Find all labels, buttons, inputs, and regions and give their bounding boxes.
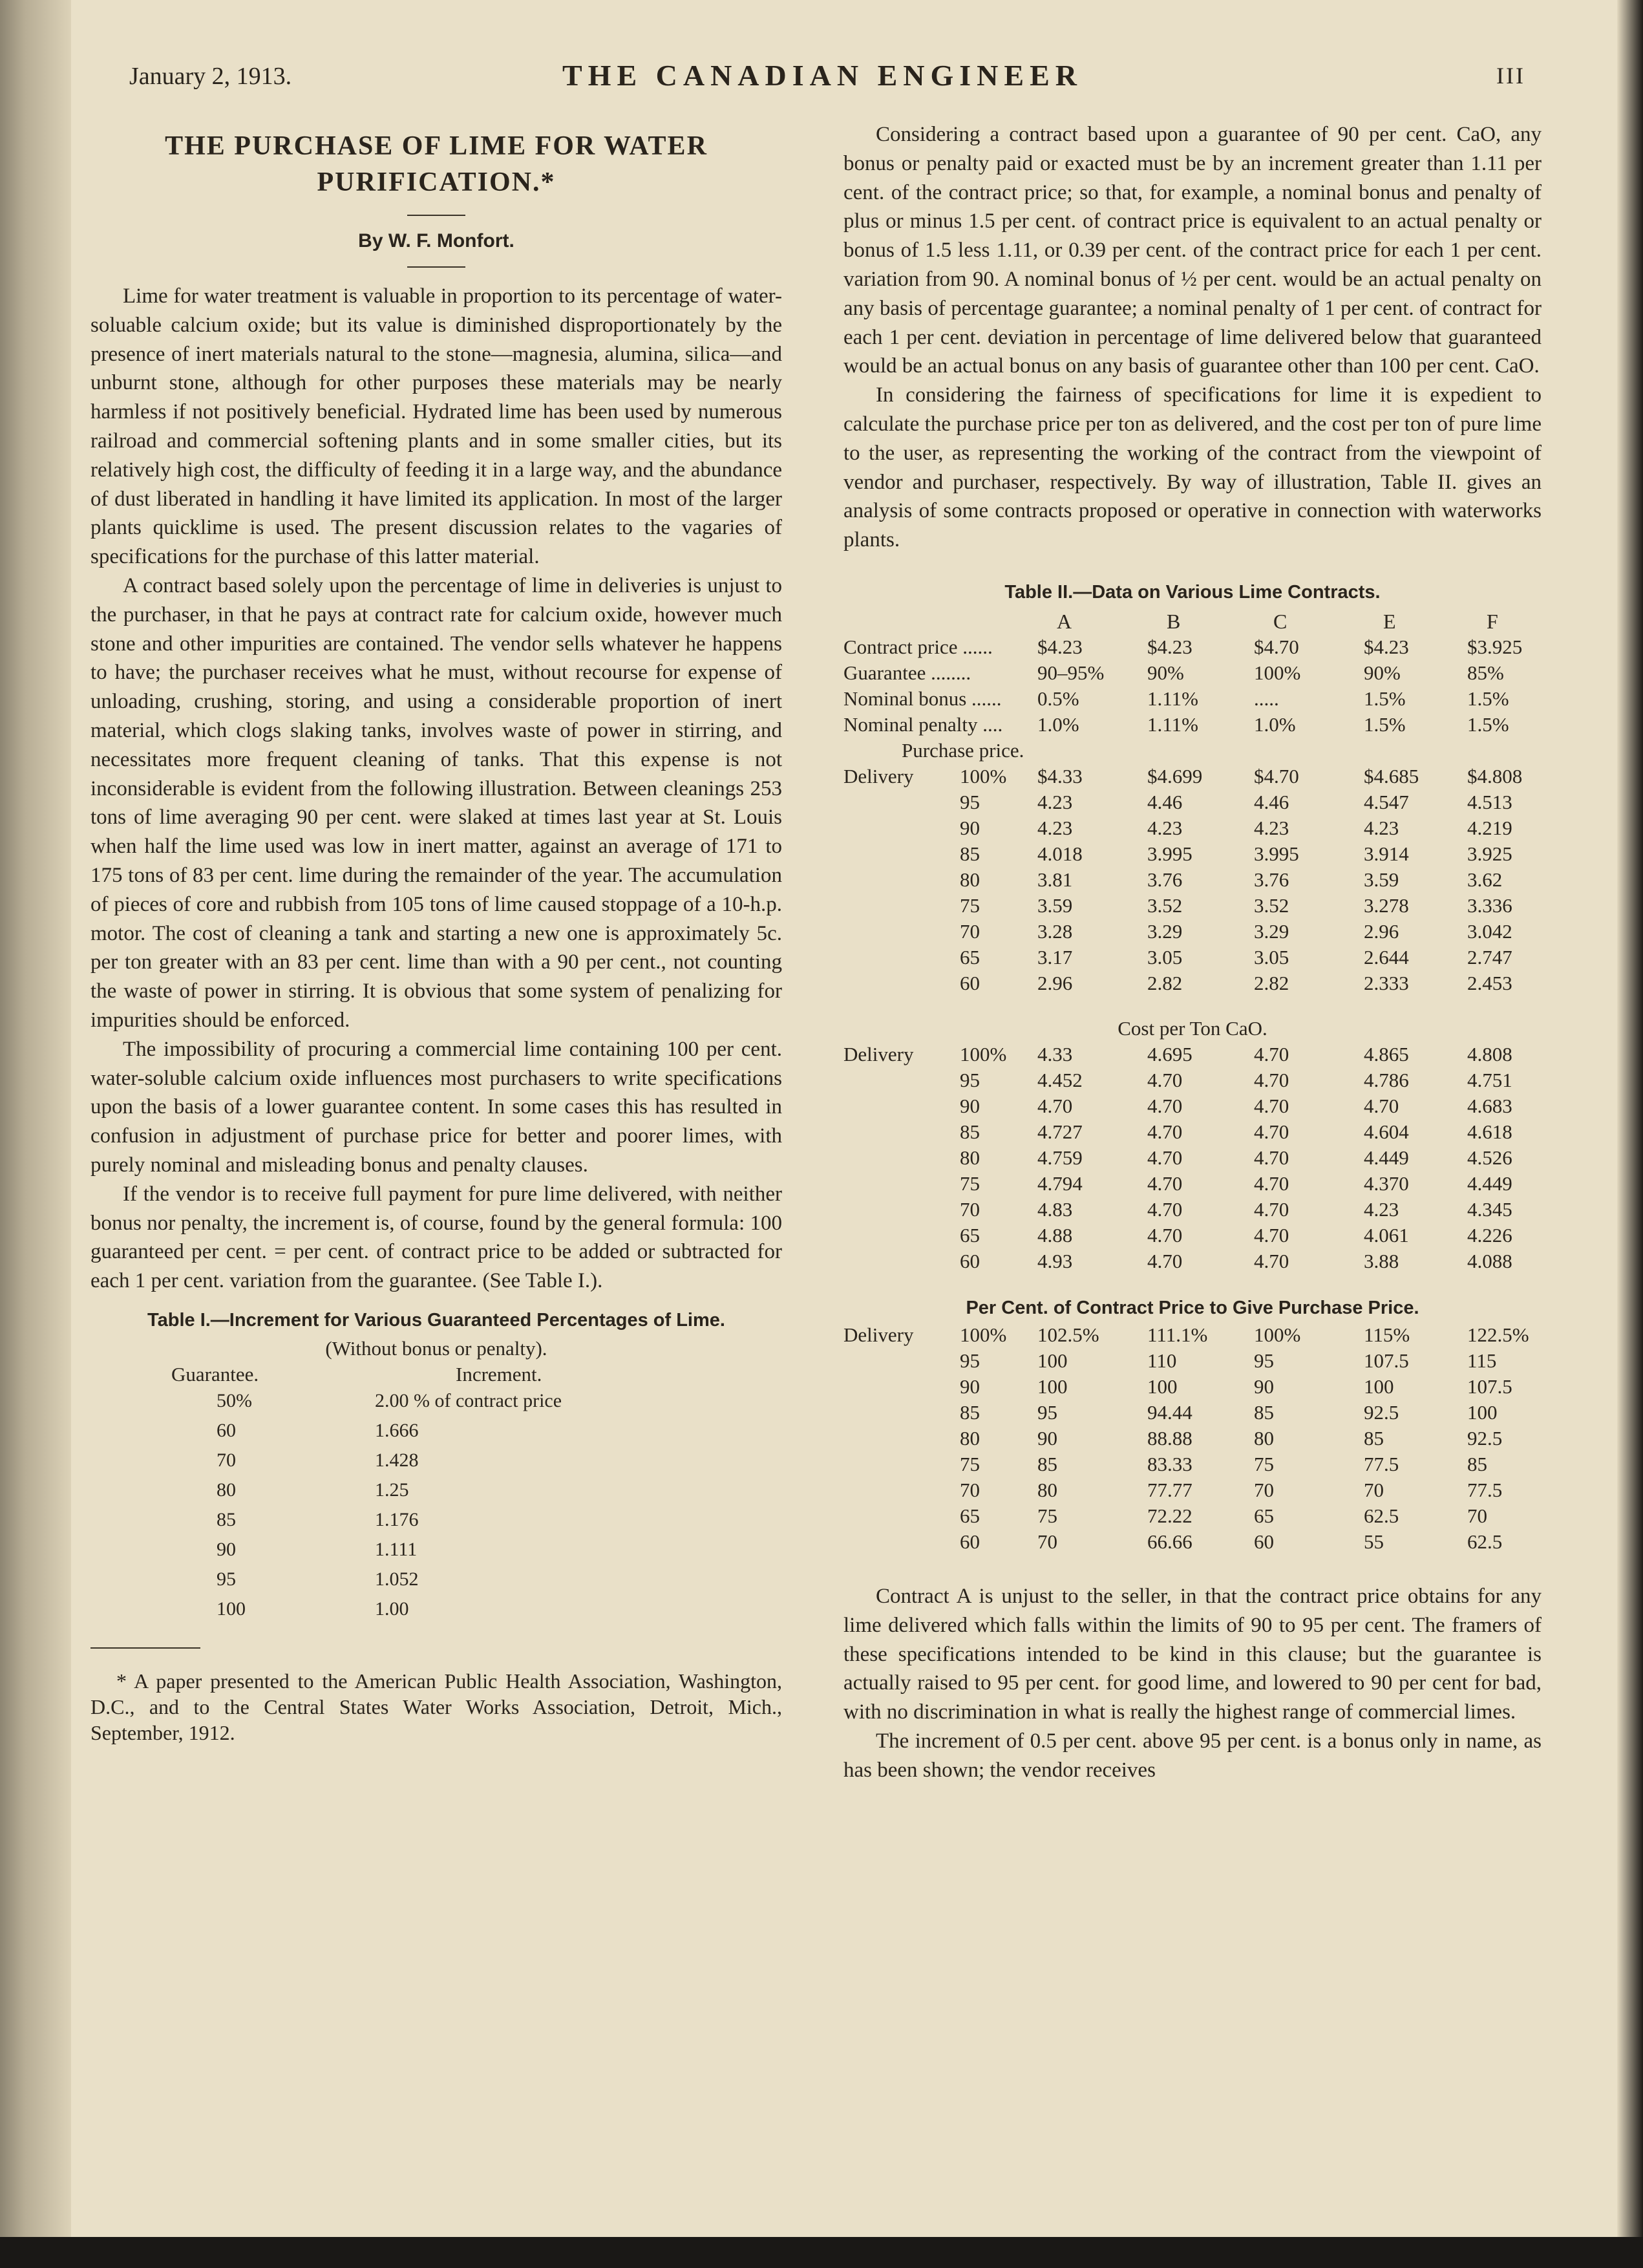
table2-value-cell: 4.513 (1467, 790, 1512, 813)
table2-value-cell: 62.5 (1364, 1504, 1399, 1527)
table2-value-cell: 4.70 (1147, 1094, 1183, 1117)
term-label: Nominal bonus ...... (843, 687, 1002, 710)
table2-value-cell: 3.042 (1467, 919, 1512, 943)
table2-value-cell: 3.995 (1254, 842, 1299, 865)
table2-value-cell: 3.59 (1037, 893, 1073, 917)
table2-value-cell: 4.70 (1254, 1171, 1289, 1195)
table2-value-cell: 4.70 (1147, 1068, 1183, 1091)
delivery-label: Delivery (843, 1042, 914, 1065)
delivery-percent-cell: 100% (960, 1323, 1007, 1346)
table2-value-cell: 4.526 (1467, 1146, 1512, 1169)
scan-bottom-border (0, 2237, 1643, 2268)
term-label: Contract price ...... (843, 635, 993, 658)
table2-value-cell: 4.23 (1254, 816, 1289, 839)
header-date: January 2, 1913. (129, 63, 292, 90)
term-value: $4.23 (1037, 635, 1083, 658)
table2-value-cell: 95 (1037, 1400, 1057, 1424)
table2-value-cell: 4.23 (1037, 816, 1073, 839)
table2-value-cell: 4.370 (1364, 1171, 1409, 1195)
table2-value-cell: 4.23 (1147, 816, 1183, 839)
table2-value-cell: 3.995 (1147, 842, 1192, 865)
paragraph: Considering a contract based upon a guarantee of 90 per cent. CaO, any bonus or penalty paid or exacted must be by an increment greater than 1.11 per cent. of the contract price; so that, for example, a nominal bonus and penalty of plus or minus 1.5 per cent. of contract price is equivalent to an actual penalty or bonus of 1.5 less 1.11, or 0.39 per cent. of the contract price for each 1 per cent. variation from 90. A nominal bonus of ½ per cent. would be an actual penalty on any basis of percentage guarantee; a nominal penalty of 1 per cent. of contract for each 1 per cent. deviation in percentage of lime delivered below that guaranteed would be an actual bonus on any basis of guarantee other than 100 per cent. CaO. (843, 123, 1542, 378)
term-label: Guarantee ........ (843, 661, 971, 684)
table2-value-cell: 60 (1254, 1530, 1274, 1553)
table1-row (90, 1479, 782, 1509)
table2-value-cell: 85 (1467, 1452, 1487, 1475)
table1-caption: Table I.—Increment for Various Guaranteed Percentages of Lime. (147, 1309, 725, 1331)
delivery-percent-cell: 65 (960, 1223, 980, 1246)
delivery-percent-cell: 90 (960, 816, 980, 839)
table2-value-cell: 4.23 (1364, 1197, 1399, 1221)
table2-value-cell: 85 (1254, 1400, 1274, 1424)
table2-value-cell: 80 (1037, 1478, 1057, 1501)
table2-value-cell: 55 (1364, 1530, 1384, 1553)
table1-increment-cell: 1.176 (375, 1508, 419, 1530)
table2-data-row (843, 1120, 1542, 1146)
delivery-percent-cell: 75 (960, 1171, 980, 1195)
term-value: 90% (1364, 661, 1401, 684)
table2-column-headers (843, 610, 1542, 636)
table2-value-cell: 92.5 (1467, 1426, 1503, 1450)
table2-value-cell: 4.727 (1037, 1120, 1083, 1143)
table2-value-cell: 70 (1364, 1478, 1384, 1501)
table1-row (90, 1539, 782, 1568)
delivery-percent-cell: 95 (960, 790, 980, 813)
table2-data-row (843, 1095, 1542, 1120)
table2-term-row (843, 661, 1542, 687)
table2-term-row (843, 687, 1542, 713)
table2-value-cell: 115 (1467, 1349, 1497, 1372)
table2-value-cell: 4.70 (1147, 1197, 1183, 1221)
table2-value-cell: 92.5 (1364, 1400, 1399, 1424)
paragraph: In considering the fairness of specifications for lime it is expedient to calculate the purchase price per ton as delivered, and the cost per ton of pure lime to the user, as representing the working of the contract from the viewpoint of vendor and purchaser, respectively. By way of illustration, Table II. gives an analysis of some contracts proposed or operative in connection with waterworks plants. (843, 383, 1542, 552)
delivery-percent-cell: 75 (960, 1452, 980, 1475)
table2-value-cell: 2.644 (1364, 945, 1409, 968)
table2-value-cell: 70 (1467, 1504, 1487, 1527)
table2-value-cell: 4.88 (1037, 1223, 1073, 1246)
table2-purchase-price (843, 765, 1542, 998)
paragraph: Lime for water treatment is valuable in proportion to its percentage of water-soluable calcium oxide; but its value is diminished disproportionately by the presence of inert materials natural to the stone—magnesia, alumina, silica—and unburnt stone, although for other purposes these materials may be nearly harmless if not positively beneficial. Hydrated lime has been used by numerous railroad and commercial softening plants and in some smaller cities, but its relatively high cost, the difficulty of feeding it in a large way, and the abundance of dust liberated in handling it have limited its application. In most of the larger plants quicklime is used. The present discussion relates to the vagaries of specifications for the purchase of this latter material. (90, 284, 782, 569)
table2-caption: Table II.—Data on Various Lime Contracts. (1004, 581, 1381, 603)
running-header (129, 57, 1525, 102)
table2-value-cell: 107.5 (1467, 1375, 1512, 1398)
table2-value-cell: 107.5 (1364, 1349, 1409, 1372)
term-value: 100% (1254, 661, 1301, 684)
table2-value-cell: 3.76 (1147, 868, 1183, 891)
table2-value-cell: 4.226 (1467, 1223, 1512, 1246)
delivery-percent-cell: 85 (960, 1120, 980, 1143)
table2-value-cell: 83.33 (1147, 1452, 1192, 1475)
table2-value-cell: $4.70 (1254, 764, 1299, 787)
term-label: Nominal penalty .... (843, 712, 1003, 736)
table1-row (90, 1509, 782, 1539)
term-value: 1.0% (1254, 712, 1296, 736)
table1-guarantee-cell: 85 (217, 1508, 236, 1530)
table2-value-cell: 4.219 (1467, 816, 1512, 839)
table2-value-cell: 4.70 (1254, 1042, 1289, 1065)
table2-data-row (843, 765, 1542, 791)
table2-value-cell: 77.77 (1147, 1478, 1192, 1501)
footnote: * A paper presented to the American Public Health Association, Washington, D.C., and to the Central States Water Works Association, Detroit, Mich., September, 1912. (90, 1669, 782, 1744)
table2-value-cell: 4.452 (1037, 1068, 1083, 1091)
term-value: 90–95% (1037, 661, 1105, 684)
delivery-percent-cell: 70 (960, 919, 980, 943)
table2-value-cell: 77.5 (1364, 1452, 1399, 1475)
table2-value-cell: 75 (1037, 1504, 1057, 1527)
table2-value-cell: 111.1% (1147, 1323, 1208, 1346)
page-edge-shadow (1617, 0, 1643, 2268)
table2-data-row (843, 1146, 1542, 1172)
table2-value-cell: 72.22 (1147, 1504, 1192, 1527)
table1-guarantee-cell: 90 (217, 1538, 236, 1560)
table2-value-cell: 4.70 (1254, 1120, 1289, 1143)
table2-value-cell: 4.018 (1037, 842, 1083, 865)
table2-value-cell: 3.29 (1254, 919, 1289, 943)
delivery-percent-cell: 85 (960, 842, 980, 865)
table2-value-cell: 66.66 (1147, 1530, 1192, 1553)
table2-value-cell: 4.604 (1364, 1120, 1409, 1143)
purchase-price-label: Purchase price. (902, 738, 1024, 762)
table2-value-cell: 100 (1147, 1375, 1178, 1398)
table2-value-cell: $4.33 (1037, 764, 1083, 787)
table2-value-cell: 4.33 (1037, 1042, 1073, 1065)
table2-value-cell: 95 (1254, 1349, 1274, 1372)
term-value: 1.11% (1147, 712, 1198, 736)
table2-value-cell: 3.914 (1364, 842, 1409, 865)
term-value: 1.0% (1037, 712, 1079, 736)
table1-row (90, 1568, 782, 1598)
table1-subcaption: (Without bonus or penalty). (325, 1336, 547, 1360)
table2-col-header: C (1273, 609, 1288, 633)
table2-value-cell: 2.96 (1037, 971, 1073, 994)
table2-value-cell: $4.685 (1364, 764, 1419, 787)
table2-value-cell: 100 (1037, 1349, 1068, 1372)
book-binding-shadow (0, 0, 71, 2268)
table2-terms (843, 636, 1542, 739)
table2-value-cell: 3.52 (1147, 893, 1183, 917)
table2-value-cell: 102.5% (1037, 1323, 1099, 1346)
table2-value-cell: 2.333 (1364, 971, 1409, 994)
table2-value-cell: 77.5 (1467, 1478, 1503, 1501)
table2-col-header: F (1487, 609, 1498, 633)
delivery-percent-cell: 85 (960, 1400, 980, 1424)
table2-value-cell: 4.547 (1364, 790, 1409, 813)
table1-header (90, 1360, 782, 1390)
table2-value-cell: 3.05 (1254, 945, 1289, 968)
table1-guarantee-cell: 60 (217, 1419, 236, 1441)
table2-data-row (843, 1530, 1542, 1556)
table2-value-cell: 4.23 (1037, 790, 1073, 813)
table2-data-row (843, 1504, 1542, 1530)
table1-body (90, 1390, 782, 1628)
paragraph: Contract A is unjust to the seller, in that the contract price obtains for any lime delivered which falls within the limits of 90 to 95 per cent. The framers of these specifications intended to be kind in this clause; but the guarantee is actually raised to 95 per cent. for good lime, and lowered to 90 per cent for bad, with no discrimination in what is really the highest range of commercial limes. (843, 1584, 1542, 1724)
table2-value-cell: 4.449 (1467, 1171, 1512, 1195)
table2-value-cell: 4.70 (1147, 1120, 1183, 1143)
page-number: III (1496, 63, 1525, 89)
table2-value-cell: 4.088 (1467, 1249, 1512, 1272)
table2-value-cell: 3.925 (1467, 842, 1512, 865)
table2-value-cell: 3.76 (1254, 868, 1289, 891)
table1-increment-cell: 1.25 (375, 1479, 409, 1501)
table2-value-cell: 4.70 (1254, 1146, 1289, 1169)
table2-value-cell: 4.695 (1147, 1042, 1192, 1065)
term-value: 1.11% (1147, 687, 1198, 710)
table2-value-cell: 85 (1037, 1452, 1057, 1475)
table2-data-row (843, 817, 1542, 842)
delivery-percent-cell: 75 (960, 893, 980, 917)
delivery-percent-cell: 60 (960, 1249, 980, 1272)
paragraph: The increment of 0.5 per cent. above 95 per cent. is a bonus only in name, as has been shown; the vendor receives (843, 1729, 1542, 1782)
delivery-percent-cell: 70 (960, 1478, 980, 1501)
table1-increment-cell: 1.052 (375, 1568, 419, 1590)
delivery-percent-cell: 95 (960, 1349, 980, 1372)
table2-value-cell: 2.96 (1364, 919, 1399, 943)
delivery-percent-cell: 95 (960, 1068, 980, 1091)
table1-row (90, 1450, 782, 1479)
delivery-percent-cell: 90 (960, 1094, 980, 1117)
table2-value-cell: 4.70 (1254, 1223, 1289, 1246)
delivery-label: Delivery (843, 764, 914, 787)
article-byline: By W. F. Monfort. (358, 230, 514, 251)
table2-value-cell: 4.70 (1254, 1197, 1289, 1221)
table2-value-cell: 2.82 (1147, 971, 1183, 994)
table2-data-row (843, 1427, 1542, 1453)
table2-data-row (843, 791, 1542, 817)
delivery-percent-cell: 80 (960, 868, 980, 891)
table2-data-row (843, 894, 1542, 920)
table2-term-row (843, 713, 1542, 739)
right-column (843, 116, 1542, 1785)
delivery-percent-cell: 65 (960, 1504, 980, 1527)
delivery-percent-cell: 90 (960, 1375, 980, 1398)
table2-col-header: E (1383, 609, 1396, 633)
delivery-percent-cell: 70 (960, 1197, 980, 1221)
term-value: $4.23 (1147, 635, 1192, 658)
table1-increment-cell: 1.111 (375, 1538, 418, 1560)
term-value: $3.925 (1467, 635, 1523, 658)
table2-value-cell: 3.278 (1364, 893, 1409, 917)
table2-value-cell: 3.62 (1467, 868, 1503, 891)
table2-value-cell: 4.70 (1254, 1249, 1289, 1272)
table2-value-cell: 85 (1364, 1426, 1384, 1450)
table2-data-row (843, 842, 1542, 868)
term-value: 1.5% (1467, 712, 1509, 736)
table2-value-cell: 3.59 (1364, 868, 1399, 891)
table2-value-cell: 4.70 (1364, 1094, 1399, 1117)
table1-row (90, 1420, 782, 1450)
table1-row (90, 1598, 782, 1628)
table1-col-increment: Increment. (456, 1362, 542, 1385)
table2-value-cell: 4.618 (1467, 1120, 1512, 1143)
table2-value-cell: 90 (1254, 1375, 1274, 1398)
journal-title: THE CANADIAN ENGINEER (562, 59, 1083, 92)
table1-guarantee-cell: 80 (217, 1479, 236, 1501)
table2-value-cell: 110 (1147, 1349, 1177, 1372)
term-value: 90% (1147, 661, 1184, 684)
table2-data-row (843, 1375, 1542, 1401)
table2-data-row (843, 1172, 1542, 1198)
table2-value-cell: 62.5 (1467, 1530, 1503, 1553)
table2-value-cell: 3.17 (1037, 945, 1073, 968)
delivery-percent-cell: 100% (960, 1042, 1007, 1065)
table2-value-cell: 3.336 (1467, 893, 1512, 917)
table2-data-row (843, 1198, 1542, 1224)
table2-data-row (843, 1479, 1542, 1504)
paragraph: If the vendor is to receive full payment for pure lime delivered, with neither bonus nor penalty, the increment is, of course, found by the general formula: 100 guaranteed per cent. = per cent. of contract price to be added or subtracted for each 1 per cent. variation from the guarantee. (See Table I.). (90, 1182, 782, 1293)
table1-increment-cell: 1.428 (375, 1449, 419, 1471)
table2-value-cell: 70 (1254, 1478, 1274, 1501)
table2-value-cell: 65 (1254, 1504, 1274, 1527)
byline-rule (407, 266, 465, 268)
table1-guarantee-cell: 70 (217, 1449, 236, 1471)
table2-value-cell: 4.70 (1147, 1223, 1183, 1246)
delivery-label: Delivery (843, 1323, 914, 1346)
delivery-percent-cell: 80 (960, 1146, 980, 1169)
table2-value-cell: 4.751 (1467, 1068, 1512, 1091)
table2-value-cell: 88.88 (1147, 1426, 1192, 1450)
table2-value-cell: 4.061 (1364, 1223, 1409, 1246)
table2-data-row (843, 1043, 1542, 1069)
table2-value-cell: 70 (1037, 1530, 1057, 1553)
table2-value-cell: 100 (1037, 1375, 1068, 1398)
table2-value-cell: 2.82 (1254, 971, 1289, 994)
table2-value-cell: $4.699 (1147, 764, 1203, 787)
footnote-rule (90, 1647, 200, 1649)
table2-value-cell: 100% (1254, 1323, 1301, 1346)
table2-value-cell: 4.70 (1254, 1094, 1289, 1117)
paragraph: A contract based solely upon the percentage of lime in deliveries is unjust to the purchaser, in that he pays at contract rate for calcium oxide, however much stone and other impurities are contained. The vendor sells whatever he happens to have; the purchaser receives what he must, without recourse for expense of unloading, crushing, storing, and using a considerable proportion of inert material, which clogs slaking tanks, involves waste of power in stirring, and necessitates more frequent cleaning of tanks. That this expense is not inconsiderable is evident from the following illustration. Between cleanings 253 tons of lime averaging 90 per cent. were slaked at times last year at St. Louis when half the lime used was low in inert matter, against an average of 171 to 175 tons of 83 per cent. lime during the remainder of the year. The accumulation of pieces of core and rubbish from 105 tons of lime caused stoppage of a 10-h.p. motor. The cost of cleaning a tank and starting a new one is approximately 5c. per ton greater with an 83 per cent. lime than with a 90 per cent., not counting the waste of power in stirring. It is obvious that some system of penalizing for impurities should be enforced. (90, 573, 782, 1032)
table2-col-header: A (1057, 609, 1072, 633)
table2-cost-per-ton (843, 1043, 1542, 1276)
table1-guarantee-cell: 100 (217, 1598, 246, 1620)
table2-data-row (843, 1224, 1542, 1250)
table2-value-cell: 4.786 (1364, 1068, 1409, 1091)
table2-value-cell: 4.70 (1037, 1094, 1073, 1117)
table2-data-row (843, 946, 1542, 972)
table2-value-cell: 3.29 (1147, 919, 1183, 943)
delivery-percent-cell: 65 (960, 945, 980, 968)
table2-value-cell: $4.808 (1467, 764, 1523, 787)
table2-data-row (843, 1069, 1542, 1095)
title-rule (407, 215, 465, 216)
table2-value-cell: 2.747 (1467, 945, 1512, 968)
term-value: 1.5% (1467, 687, 1509, 710)
table2-data-row (843, 1250, 1542, 1276)
table2-value-cell: 94.44 (1147, 1400, 1192, 1424)
term-value: $4.70 (1254, 635, 1299, 658)
table2-value-cell: 4.70 (1147, 1171, 1183, 1195)
table2-data-row (843, 1453, 1542, 1479)
table2-value-cell: 4.449 (1364, 1146, 1409, 1169)
table2-value-cell: 4.70 (1147, 1146, 1183, 1169)
delivery-percent-cell: 100% (960, 764, 1007, 787)
table2-percent-contract (843, 1323, 1542, 1556)
table2-data-row (843, 920, 1542, 946)
term-value: $4.23 (1364, 635, 1409, 658)
table2-value-cell: 90 (1037, 1426, 1057, 1450)
term-value: 85% (1467, 661, 1504, 684)
table2-value-cell: 4.70 (1147, 1249, 1183, 1272)
table2-data-row (843, 1349, 1542, 1375)
table2-value-cell: 100 (1364, 1375, 1394, 1398)
table1-col-guarantee: Guarantee. (171, 1362, 259, 1385)
table1-row (90, 1390, 782, 1420)
table1-guarantee-cell: 50% (217, 1389, 252, 1411)
table2-value-cell: 4.808 (1467, 1042, 1512, 1065)
term-value: ..... (1254, 687, 1279, 710)
table2-value-cell: 4.83 (1037, 1197, 1073, 1221)
term-value: 1.5% (1364, 687, 1406, 710)
table2-data-row (843, 1401, 1542, 1427)
table2-value-cell: 3.52 (1254, 893, 1289, 917)
delivery-percent-cell: 60 (960, 1530, 980, 1553)
table1-increment-cell: 1.666 (375, 1419, 419, 1441)
table2-value-cell: 4.46 (1147, 790, 1183, 813)
table1-guarantee-cell: 95 (217, 1568, 236, 1590)
table2-value-cell: 115% (1364, 1323, 1410, 1346)
table2-value-cell: 3.28 (1037, 919, 1073, 943)
table2-value-cell: 4.23 (1364, 816, 1399, 839)
table2-value-cell: 4.93 (1037, 1249, 1073, 1272)
table2-data-row (843, 1323, 1542, 1349)
table2-value-cell: 3.81 (1037, 868, 1073, 891)
delivery-percent-cell: 80 (960, 1426, 980, 1450)
paragraph: The impossibility of procuring a commercial lime containing 100 per cent. water-soluble calcium oxide influences most purchasers to write specifications upon the basis of a lower guarantee content. In some cases this has resulted in confusion in adjustment of purchase price for better and poorer limes, with purely nominal and misleading bonus and penalty clauses. (90, 1037, 782, 1177)
table2-value-cell: 80 (1254, 1426, 1274, 1450)
left-column (90, 116, 782, 1766)
cost-per-ton-label: Cost per Ton CaO. (1118, 1016, 1267, 1040)
table2-col-header: B (1167, 609, 1181, 633)
table2-value-cell: 122.5% (1467, 1323, 1529, 1346)
term-value: 0.5% (1037, 687, 1079, 710)
table2-value-cell: 4.865 (1364, 1042, 1409, 1065)
table2-data-row (843, 972, 1542, 998)
table2-value-cell: 4.683 (1467, 1094, 1512, 1117)
table2-value-cell: 75 (1254, 1452, 1274, 1475)
table2-value-cell: 3.88 (1364, 1249, 1399, 1272)
table2-value-cell: 4.759 (1037, 1146, 1083, 1169)
table2-value-cell: 4.794 (1037, 1171, 1083, 1195)
table2-data-row (843, 868, 1542, 894)
table2-value-cell: 2.453 (1467, 971, 1512, 994)
table2-value-cell: 3.05 (1147, 945, 1183, 968)
percent-contract-label: Per Cent. of Contract Price to Give Purchase Price. (966, 1297, 1419, 1318)
table2-value-cell: 4.345 (1467, 1197, 1512, 1221)
table1-increment-cell: 1.00 (375, 1598, 409, 1620)
table2-value-cell: 100 (1467, 1400, 1498, 1424)
term-value: 1.5% (1364, 712, 1406, 736)
table2-value-cell: 4.70 (1254, 1068, 1289, 1091)
table2-value-cell: 4.46 (1254, 790, 1289, 813)
delivery-percent-cell: 60 (960, 971, 980, 994)
article-title: THE PURCHASE OF LIME FOR WATER PURIFICATION.* (165, 131, 708, 197)
table2-term-row (843, 636, 1542, 661)
table1-increment-cell: 2.00 % of contract price (375, 1389, 562, 1411)
